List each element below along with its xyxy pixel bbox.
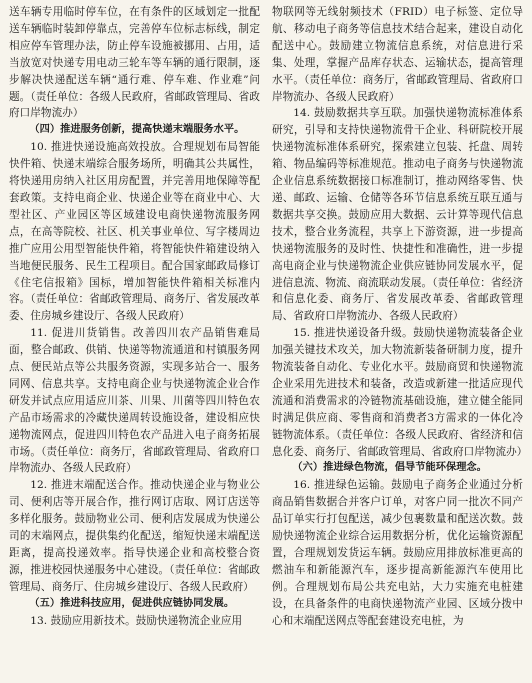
right-column [272, 4, 528, 679]
paragraph-15: 15. 推进快递设备升级。鼓励快递物流装备企业加强关键技术攻关，加大物流新装备研制力度，提升物流装备自动化、专业化水平。鼓励商贸和快递物流企业采用先进技术和装备，改造或新建一批适应现代流通和消费需求的冷链物流基础设施，建立健全能同时满足供应商、零售商和消费者3方需求的一体化冷链物流体系。（责任单位：各级人民政府、省经济和信息化委、商务厅、省邮政管理局、省政府口岸物流办） [272, 327, 528, 458]
continued-paragraph: 送车辆专用临时停车位，在有条件的区域划定一批配送车辆临时装卸停靠点，完善停车位标志标线，制定相应停车管理办法，防止停车设施被挪用、占用，适当放宽对快递专用电动三轮车等车辆的通行限制，逐步解决快递配送车辆“通行难、停车难、作业难”问题。（责任单位：各级人民政府，省邮政管理局、省政府口岸物流办） [9, 6, 260, 120]
continued-paragraph-13: 物联网等无线射频技术（FRID）电子标签、定位导航、移动电子商务等信息技术结合起来，建设自动化配送中心。鼓励建立物流信息系统，对信息进行采集、处理，掌握产品库存状态、运输状态，提高管理水平。（责任单位：商务厅，省邮政管理局、省政府口岸物流办、各级人民政府） [272, 6, 523, 103]
section-heading-4: （四）推进服务创新，提高快递末端服务水平。 [29, 124, 245, 136]
section-heading-5: （五）推进科技应用，促进供应链协同发展。 [29, 597, 235, 609]
paragraph-10: 10. 推进快递设施高效投放。合理规划布局智能快件箱、快递末端综合服务场所，明确其公共属性，将快递用房纳入社区用房配置，并完善用地保障等配套政策。支持电商企业、快递企业等在商业中心、大型社区、产业园区等区域建设电商快递物流服务网点，在高等院校、社区、机关事业单位、写字楼周边推广应用公用型智能快件箱，将智能快件箱建设纳入当地便民服务、民生工程项目。配合国家邮政局修订《住宅信报箱》国标，增加智能快件箱相关标准内容。（责任单位：省邮政管理局、商务厅、省发展改革委、住房城乡建设厅、各级人民政府） [9, 141, 260, 323]
paragraph-16: 16. 推进绿色运输。鼓励电子商务企业通过分析商品销售数据合并客户订单，对客户同一批次不同产品订单实行打包配送，减少包裹数量和配送次数。鼓励快递物流企业综合运用数据分析，优化运输资源配置，合理规划发货运车辆。鼓励应用排放标准更高的燃油车和新能源汽车，逐步提高新能源汽车使用比例。合理规划布局公共充电站，大力实施充电桩建设，在具备条件的电商快递物流产业园、区域分拨中心和末端配送网点等配套建设充电桩，为 [272, 479, 523, 627]
left-column [9, 4, 260, 679]
paragraph-11: 11. 促进川货销售。改善四川农产品销售难局面，整合邮政、供销、快递等物流通道和村镇服务网点、便民站点等公共服务资源，实现多站合一、服务同网、信息共享。支持电商企业与快递物流企业合作研发并试点应用适应川茶、川果、川菌等四川特色农产品市场需求的冷藏快递周转设施设备，建设相应快递物流网点，促进四川特色农产品进入电子商务拓展市场。（责任单位：商务厅，省邮政管理局、省政府口岸物流办、各级人民政府） [9, 327, 260, 475]
paragraph-13: 13. 鼓励应用新技术。鼓励快递物流企业应用 [30, 614, 243, 627]
document-page [9, 4, 528, 679]
paragraph-14: 14. 鼓励数据共享互联。加强快递物流标准体系研究，引导和支持快递物流骨干企业、科研院校开展快递物流标准体系研究，探索建立包装、托盘、周转箱、物品编码等标准规范。推动电子商务与快递物流企业信息系统数据接口标准制订，推动网络零售、快递、邮政、运输、仓储等各环节信息系统互联互通与数据共享交换。鼓励应用大数据、云计算等现代信息技术，整合业务流程，共享上下游资源，进一步提高快递物流服务的及时性、快捷性和准确性，进一步提高电商企业与快递物流企业供应链协同发展水平，促进信息流、物流、商流联动发展。（责任单位：省经济和信息化委、商务厅、省发展改革委、省邮政管理局、省政府口岸物流办、各级人民政府） [272, 107, 523, 323]
section-heading-6: （六）推进绿色物流，倡导节能环保理念。 [292, 462, 487, 474]
paragraph-12: 12. 推进末端配送合作。推动快递企业与物业公司、便利店等开展合作，推行网订店取、网订店送等多样化服务。鼓励物业公司、便利店发展成为快递公司的末端网点，提供集约化配送，缩短快递末端配送距离，提高投递效率。指导快递企业和高校整合资源，推进校园快递服务中心建设。（责任单位：省邮政管理局、商务厅、住房城乡建设厅、各级人民政府） [9, 479, 260, 593]
